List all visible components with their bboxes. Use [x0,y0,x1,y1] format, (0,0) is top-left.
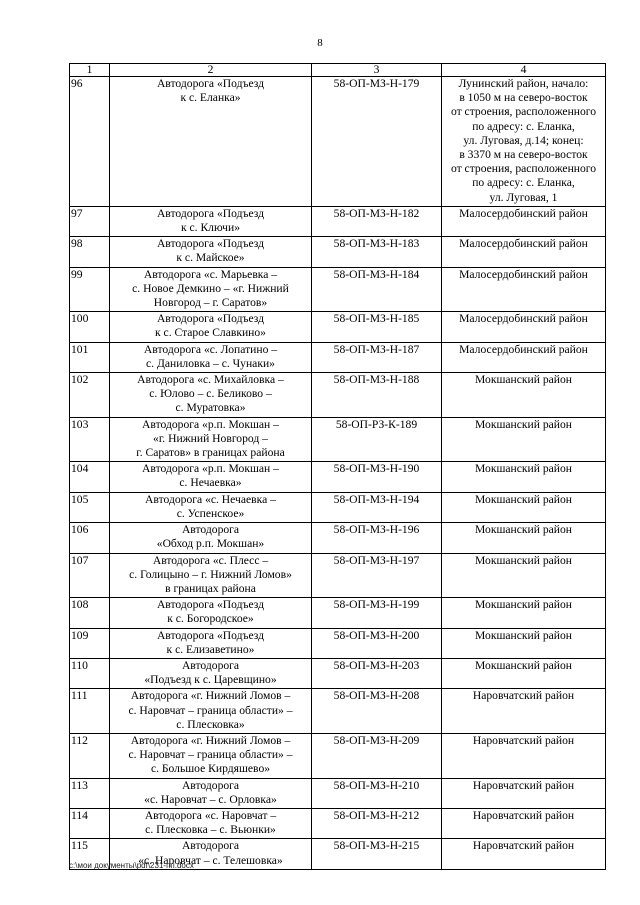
road-code: 58-ОП-МЗ-Н-185 [312,312,442,342]
road-name [110,417,312,462]
road-location-line: от строения, расположенного [450,162,597,176]
road-name-line: с. Большое Кирдяшево» [150,762,271,776]
column-header-code: 3 [312,64,442,77]
road-name [110,206,312,236]
road-location [442,628,606,658]
road-location-line: Лунинский район, начало: [458,77,589,90]
road-location-line: в 1050 м на северо-восток [459,91,588,105]
table-row [70,808,606,838]
road-name-line: Автодорога «Подъезд [156,237,265,251]
row-number: 98 [70,237,110,267]
road-name-line: Автодорога «с. Нечаевка – [145,492,276,506]
table-row [70,658,606,688]
road-name-line: Автодорога «р.п. Мокшан – [142,462,279,476]
road-name-line: «Подъезд к с. Царевщино» [144,673,277,687]
road-name-line: с. Новое Демкино – «г. Нижний [132,281,289,295]
road-location-line: Мокшанский район [475,417,572,431]
road-location-line: Малосердобинский район [459,342,588,356]
road-location-line: по адресу: с. Еланка, [472,119,575,133]
road-name-line: к с. Богородское» [167,612,254,626]
table-row [70,778,606,808]
road-name-line: Автодорога «с. Лопатино – [143,342,278,356]
road-code: 58-ОП-РЗ-К-189 [312,417,442,462]
road-location [442,598,606,628]
road-location [442,839,606,869]
road-location-line: в 3370 м на северо-восток [459,148,588,162]
road-location [442,237,606,267]
road-name-line: Автодорога «с. Плесс – [152,553,269,567]
road-location-line: Наровчатский район [472,808,575,822]
road-location [442,206,606,236]
row-number: 103 [70,417,110,462]
table-row [70,733,606,778]
road-name [110,373,312,418]
road-name-line: с. Даниловка – с. Чунаки» [146,356,275,370]
table-row [70,206,606,236]
row-number: 101 [70,342,110,372]
road-name-line: к с. Еланка» [180,91,241,105]
footer-file-path: c:\мои документы\pdf\231-пп.docx [69,861,194,870]
table-row [70,553,606,598]
road-name-line: с. Плесковка» [176,717,245,731]
table-row [70,312,606,342]
road-name-line: Автодорога [181,658,240,672]
road-name [110,778,312,808]
road-location-line: Наровчатский район [472,839,575,853]
roads-table [69,63,606,870]
road-name-line: с. Нечаевка» [179,476,242,490]
road-name [110,267,312,312]
road-code: 58-ОП-МЗ-Н-190 [312,462,442,492]
road-location [442,808,606,838]
road-location [442,312,606,342]
road-name-line: Автодорога [181,778,240,792]
row-number: 110 [70,658,110,688]
row-number: 99 [70,267,110,312]
road-location [442,778,606,808]
road-name-line: «с. Наровчат – с. Телешовка» [138,853,283,867]
road-location-line: Мокшанский район [475,492,572,506]
road-name-line: Автодорога [181,523,240,537]
road-name-line: с. Наровчат – граница области» – [128,748,293,762]
road-code: 58-ОП-МЗ-Н-187 [312,342,442,372]
road-name-line: Автодорога «Подъезд [156,206,265,220]
road-name [110,312,312,342]
road-name [110,523,312,553]
table-row [70,462,606,492]
table-row [70,373,606,418]
road-name-line: Автодорога «г. Нижний Ломов – [130,733,291,747]
road-name-line: Автодорога «Подъезд [156,312,265,326]
road-name-line: Автодорога «р.п. Мокшан – [142,417,279,431]
road-location-line: Мокшанский район [475,462,572,476]
road-location-line: Наровчатский район [472,689,575,703]
road-location [442,658,606,688]
road-name [110,689,312,734]
road-name-line: с. Плесковка – с. Вьюнки» [145,823,276,837]
road-name [110,462,312,492]
road-location-line: Мокшанский район [475,598,572,612]
road-name-line: Автодорога [181,839,240,853]
road-location-line: ул. Луговая, д.14; конец: [463,133,584,147]
row-number: 106 [70,523,110,553]
row-number: 109 [70,628,110,658]
road-code: 58-ОП-МЗ-Н-194 [312,492,442,522]
row-number: 105 [70,492,110,522]
road-name-line: «Обход р.п. Мокшан» [156,537,265,551]
table-body [70,77,606,870]
road-location-line: Малосердобинский район [459,267,588,281]
road-name [110,492,312,522]
road-location [442,373,606,418]
road-name-line: г. Саратов» в границах района [136,446,285,460]
road-code: 58-ОП-МЗ-Н-200 [312,628,442,658]
road-location [442,462,606,492]
road-name-line: Автодорога «с. Михайловка – [137,373,284,387]
road-name [110,598,312,628]
road-code: 58-ОП-МЗ-Н-196 [312,523,442,553]
table-row [70,598,606,628]
column-header-location: 4 [442,64,606,77]
road-location [442,492,606,522]
row-number: 104 [70,462,110,492]
road-name-line: Автодорога «с. Наровчат – [144,808,277,822]
road-name-line: Автодорога «Подъезд [156,628,265,642]
row-number: 100 [70,312,110,342]
road-name [110,733,312,778]
road-code: 58-ОП-МЗ-Н-209 [312,733,442,778]
road-name-line: Автодорога «г. Нижний Ломов – [130,689,291,703]
row-number: 115 [70,839,110,869]
road-name-line: «г. Нижний Новгород – [153,431,268,445]
road-name-line: к с. Елизаветино» [166,642,255,656]
row-number: 108 [70,598,110,628]
road-location-line: Малосердобинский район [459,237,588,251]
road-location [442,267,606,312]
road-location-line: по адресу: с. Еланка, [472,176,575,190]
road-name-line: Автодорога «Подъезд [156,598,265,612]
road-location [442,342,606,372]
road-code: 58-ОП-МЗ-Н-184 [312,267,442,312]
road-location-line: ул. Луговая, 1 [489,190,558,204]
road-name [110,808,312,838]
road-name-line: с. Наровчат – граница области» – [128,703,293,717]
road-name-line: Автодорога «с. Марьевка – [143,267,278,281]
column-header-name: 2 [110,64,312,77]
road-location-line: Наровчатский район [472,778,575,792]
table-row [70,689,606,734]
road-location [442,523,606,553]
table-row [70,628,606,658]
table-row [70,417,606,462]
table-row [70,77,606,207]
row-number: 114 [70,808,110,838]
road-location-line: Мокшанский район [475,658,572,672]
road-code: 58-ОП-МЗ-Н-215 [312,839,442,869]
road-name [110,658,312,688]
row-number: 96 [70,77,110,207]
road-location-line: Мокшанский район [475,628,572,642]
page-number: 8 [317,37,323,49]
road-location-line: Мокшанский район [475,553,572,567]
road-code: 58-ОП-МЗ-Н-208 [312,689,442,734]
road-name [110,342,312,372]
table-row [70,342,606,372]
row-number: 97 [70,206,110,236]
table-header-row [70,64,606,77]
road-location-line: Малосердобинский район [459,312,588,326]
table-row [70,237,606,267]
road-name-line: к с. Старое Славкино» [155,326,266,340]
road-code: 58-ОП-МЗ-Н-179 [312,77,442,207]
road-location [442,689,606,734]
road-code: 58-ОП-МЗ-Н-183 [312,237,442,267]
road-location [442,77,606,207]
road-location-line: Мокшанский район [475,373,572,387]
row-number: 112 [70,733,110,778]
road-name [110,77,312,207]
road-name-line: Новгород – г. Саратов» [153,296,268,310]
road-location-line: Малосердобинский район [459,206,588,220]
road-location-line: от строения, расположенного [450,105,597,119]
row-number: 111 [70,689,110,734]
road-code: 58-ОП-МЗ-Н-197 [312,553,442,598]
row-number: 113 [70,778,110,808]
row-number: 107 [70,553,110,598]
road-code: 58-ОП-МЗ-Н-182 [312,206,442,236]
row-number: 102 [70,373,110,418]
road-code: 58-ОП-МЗ-Н-210 [312,778,442,808]
road-location [442,417,606,462]
road-code: 58-ОП-МЗ-Н-188 [312,373,442,418]
table-row [70,267,606,312]
road-location-line: Мокшанский район [475,523,572,537]
road-name-line: в границах района [165,581,256,595]
road-name-line: с. Муратовка» [175,401,246,415]
road-name-line: с. Голицыно – г. Нижний Ломов» [129,567,292,581]
road-code: 58-ОП-МЗ-Н-203 [312,658,442,688]
road-name-line: «с. Наровчат – с. Орловка» [144,792,277,806]
road-name [110,553,312,598]
road-name-line: Автодорога «Подъезд [156,77,265,90]
road-name-line: с. Успенское» [176,506,245,520]
road-code: 58-ОП-МЗ-Н-199 [312,598,442,628]
road-name-line: к с. Ключи» [180,221,241,235]
road-name-line: с. Юлово – с. Беликово – [149,387,272,401]
road-location-line: Наровчатский район [472,733,575,747]
road-location [442,733,606,778]
road-location [442,553,606,598]
road-name [110,628,312,658]
road-name [110,237,312,267]
road-code: 58-ОП-МЗ-Н-212 [312,808,442,838]
road-name-line: к с. Майское» [176,251,245,265]
table-row [70,492,606,522]
table-row [70,523,606,553]
column-header-number: 1 [70,64,110,77]
